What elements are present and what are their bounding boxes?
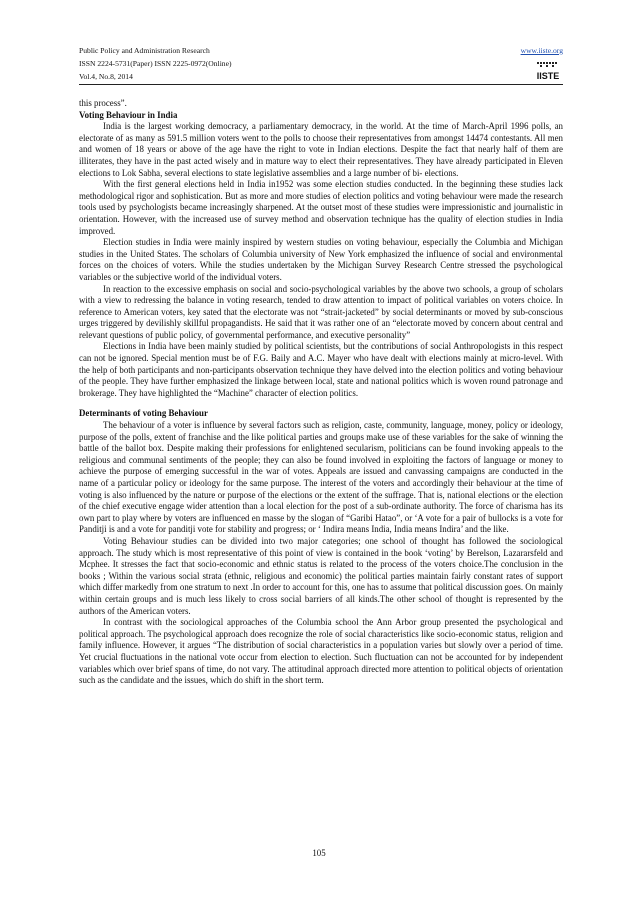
journal-title: Public Policy and Administration Research bbox=[79, 46, 210, 55]
section-gap bbox=[79, 399, 563, 408]
issn-line: ISSN 2224-5731(Paper) ISSN 2225-0972(Online) bbox=[79, 59, 232, 68]
section-heading-determinants: Determinants of voting Behaviour bbox=[79, 408, 208, 419]
header-rule bbox=[79, 84, 563, 85]
paragraph-7: Voting Behaviour studies can be divided into two major categories; one school of thought has followed the sociological approach. The study which is most representative of this point of view is contained in the book ‘voting’ by Berelson, Lazararsfeld and Mcphee. It stresses the fact that socio-economic and ethnic status is related to the process of the voters choice.The conclusion in the books ; Within the various social strata (ethnic, religious and economic) the political parties maintain fairly constant rates of support which differ markedly from one stratum to next .In order to account for this, one has to assume that political discussion goes. On mainly within certain groups and is much less likely to cross social barriers of all kinds.The other school of thought is represented by the authors of the American voters. bbox=[79, 535, 563, 616]
article-body bbox=[79, 98, 563, 687]
paragraph-3: Election studies in India were mainly inspired by western studies on voting behaviour, especially the Columbia and Michigan studies in the United States. The scholars of Columbia university of New York emphasized the influence of social and environmental forces on the choices of voters. While the studies undertaken by the Michigan Survey Research Centre stressed the psychological variables or the subjective world of the individual voters. bbox=[79, 237, 563, 282]
iiste-logo bbox=[535, 60, 561, 82]
paragraph-5: Elections in India have been mainly studied by political scientists, but the contributions of social Anthropologists in this respect can not be ignored. Special mention must be of F.G. Baily and A.C. Mayer who have dealt with elections mainly at micro-level. With the help of both participants and non-participants observation technique they have delved into the election politics and voting behaviour of the people. They have further emphasized the linkage between local, state and national politics which is woven round patronage and brokerage. They have highlighted the “Machine” character of election politics. bbox=[79, 341, 563, 398]
paragraph-8: In contrast with the sociological approaches of the Columbia school the Ann Arbor group presented the psychological and political approach. The psychological approach does recognize the role of social characteristics like socio-economic status, religion and family influence. However, it argues “The distribution of social characteristics in a population varies but slowly over a period of time. Yet crucial fluctuations in the national vote occur from election to election. Such fluctuation can not be accounted for by independent variables which over brief spans of time, do not vary. The attitudinal approach directed more attention to political objects of orientation such as the candidate and the issues, which do shift in the short term. bbox=[79, 617, 563, 686]
svg-text:IISTE: IISTE bbox=[536, 71, 560, 81]
journal-url-link[interactable]: www.iiste.org bbox=[520, 46, 563, 55]
paragraph-6: The behaviour of a voter is influence by several factors such as religion, caste, community, language, money, policy or ideology, purpose of the polls, extent of franchise and the like political parties and groups make use of these variables for the sake of winning the battle of the ballot box. Despite making their professions for enlightened secularism, politicians can be found invoking appeals to the religious and communal sentiments of the people; they can also be found involved in exploiting the factors of language or money to achieve the purpose of emerging successful in the war of votes. Appeals are issued and canvassing campaigns are conducted in the name of a particular policy or ideology for the same purpose. The interest of the voters and accordingly their behaviour at the time of voting is also influenced by the nature or purpose of the elections or the extent of the suffrage. That is, national elections or the election of the chief executive engage wider attention than a local election for the post of a sub-ordinate authority. The force of charisma has its own part to play where by voters are influenced en masse by the slogan of “Garibi Hatao”, or ‘A vote for a pair of bullocks is a vote for Panditji is and a vote for panditji vote for stability and progress; or ‘ Indira means India, India means Indira’ and the like. bbox=[79, 420, 563, 535]
volume-line: Vol.4, No.8, 2014 bbox=[79, 72, 133, 81]
paragraph-1: India is the largest working democracy, a parliamentary democracy, in the world. At the time of March-April 1996 polls, an electorate of as many as 591.5 million voters went to the polls to choose their representatives from amongst 14474 contestants. All men and women of 18 years or above of the age have the right to vote in Indian elections. Despite the fact that nearly half of them are illiterates, they have in the past acted wisely and in mature way to elect their representatives. They have already participated in Eleven elections to Lok Sabha, several elections to state legislative assemblies and a large number of bi- elections. bbox=[79, 121, 563, 178]
page-number: 105 bbox=[312, 848, 326, 858]
opening-line: this process”. bbox=[79, 98, 127, 108]
paragraph-4: In reaction to the excessive emphasis on social and socio-psychological variables by the above two schools, a group of scholars with a view to redressing the balance in voting research, tended to draw attention to impact of political variables on voters choice. In reference to American voters, key sated that the electorate was not “strait-jacketed” by social determinants or moved by sub-conscious urges triggered by devilishly skillful propagandists. He said that it was rather one of an “electorate moved by concern about central and relevant questions of public policy, of governmental performance, and executive personality” bbox=[79, 283, 563, 340]
section-heading-voting-behaviour-india: Voting Behaviour in India bbox=[79, 109, 178, 120]
paragraph-2: With the first general elections held in India in1952 was some election studies conducted. In the beginning these studies lack methodological rigor and sophistication. But as more and more studies of election politics and voting behaviour were made the research tools used by psychologists became increasingly sharpened. At the outset most of these studies were impressionistic and journalistic in orientation. However, with the increased use of survey method and observation technique has the quality of election studies in India improved. bbox=[79, 179, 563, 236]
page-header bbox=[79, 44, 563, 94]
